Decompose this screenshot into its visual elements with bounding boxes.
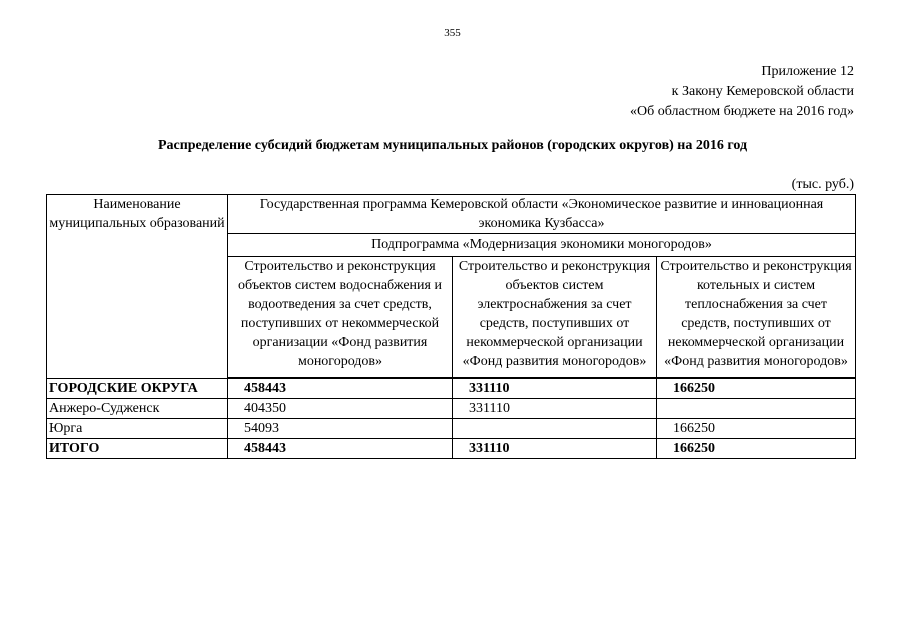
row-value-power	[453, 419, 657, 439]
subsidy-table	[46, 194, 856, 459]
header-subprogram: Подпрограмма «Модернизация экономики моногородов»	[228, 234, 856, 257]
appendix-line-3: «Об областном бюджете на 2016 год»	[630, 104, 854, 119]
row-value-heat: 166250	[657, 378, 856, 399]
row-value-heat	[657, 399, 856, 419]
header-water-column: Строительство и реконструкция объектов систем водоснабжения и водоотведения за счет средств, поступивших от некоммерческой организации «Фонд развития моногородов»	[228, 257, 453, 379]
row-value-water: 458443	[228, 439, 453, 459]
page-number: 355	[444, 27, 461, 39]
appendix-line-1: Приложение 12	[761, 64, 854, 79]
row-name: Анжеро-Судженск	[47, 399, 228, 419]
table-row	[47, 378, 856, 399]
row-name: ГОРОДСКИЕ ОКРУГА	[47, 378, 228, 399]
header-program: Государственная программа Кемеровской области «Экономическое развитие и инновационная экономика Кузбасса»	[228, 195, 856, 234]
row-value-water: 404350	[228, 399, 453, 419]
row-value-water: 458443	[228, 378, 453, 399]
row-value-water: 54093	[228, 419, 453, 439]
header-heat-column: Строительство и реконструкция котельных и систем теплоснабжения за счет средств, поступивших от некоммерческой организации «Фонд развития моногородов»	[657, 257, 856, 379]
document-title: Распределение субсидий бюджетам муниципальных районов (городских округов) на 2016 год	[157, 138, 748, 153]
row-name: ИТОГО	[47, 439, 228, 459]
row-name: Юрга	[47, 419, 228, 439]
header-power-column: Строительство и реконструкция объектов систем электроснабжения за счет средств, поступивших от некоммерческой организации «Фонд развития моногородов»	[453, 257, 657, 379]
row-value-heat: 166250	[657, 419, 856, 439]
appendix-block	[630, 62, 854, 122]
row-value-power: 331110	[453, 439, 657, 459]
row-value-power: 331110	[453, 378, 657, 399]
units-label: (тыс. руб.)	[791, 177, 854, 192]
table-row	[47, 419, 856, 439]
table-row	[47, 439, 856, 459]
table-row	[47, 399, 856, 419]
row-value-heat: 166250	[657, 439, 856, 459]
row-value-power: 331110	[453, 399, 657, 419]
appendix-line-2: к Закону Кемеровской области	[671, 84, 854, 99]
header-name-column: Наименование муниципальных образований	[47, 195, 228, 379]
